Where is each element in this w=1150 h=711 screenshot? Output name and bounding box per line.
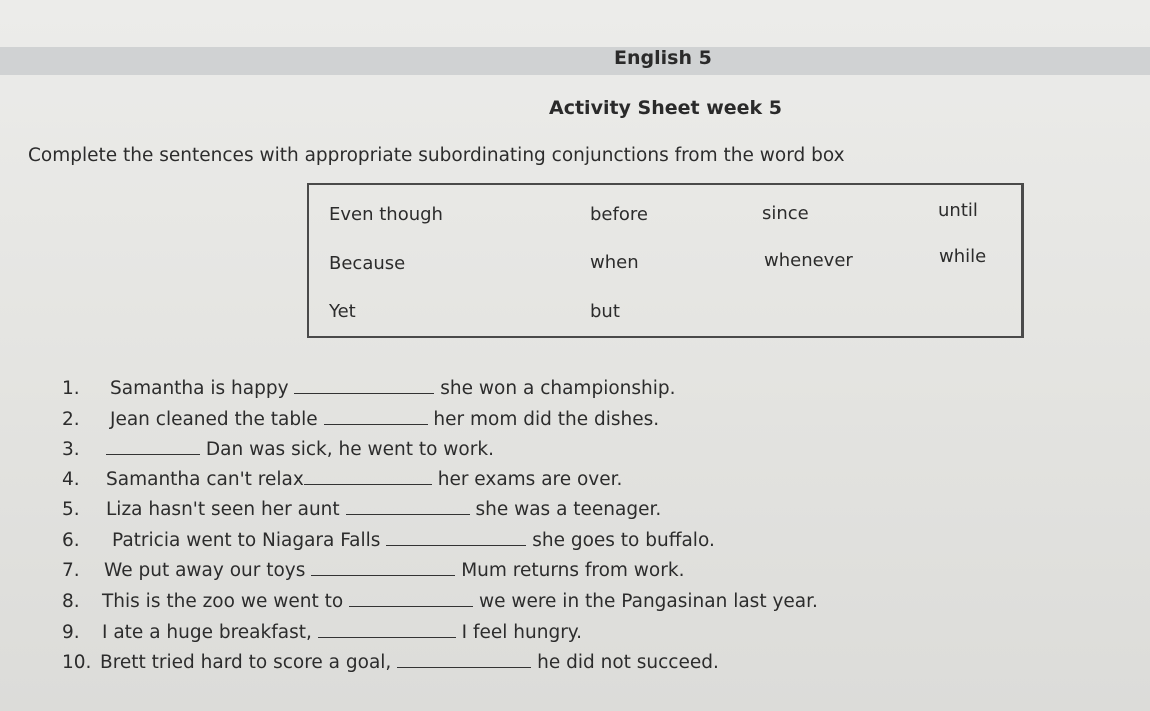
question-stem: I ate a huge breakfast, xyxy=(102,622,312,643)
question-stem: Samantha is happy xyxy=(110,378,289,399)
question-number: 2. xyxy=(62,409,80,430)
question-number: 1. xyxy=(62,378,80,399)
question-7 xyxy=(62,559,684,581)
word-because: Because xyxy=(329,253,406,274)
word-whenever: whenever xyxy=(764,250,853,271)
word-even-though: Even though xyxy=(329,204,443,225)
word-but: but xyxy=(590,301,620,322)
question-number: 7. xyxy=(62,560,80,581)
answer-blank[interactable] xyxy=(324,408,428,425)
question-2 xyxy=(62,408,659,430)
answer-blank[interactable] xyxy=(304,468,432,485)
question-10 xyxy=(62,651,719,673)
question-stem: This is the zoo we went to xyxy=(102,591,344,612)
question-ending: Mum returns from work. xyxy=(461,560,685,581)
question-stem: Samantha can't relax xyxy=(106,469,304,490)
question-9 xyxy=(62,621,582,643)
question-number: 9. xyxy=(62,622,80,643)
question-ending: we were in the Pangasinan last year. xyxy=(478,591,818,612)
question-ending: she won a championship. xyxy=(440,378,676,399)
question-4 xyxy=(62,468,622,490)
question-6 xyxy=(62,529,715,551)
word-box xyxy=(307,183,1024,338)
question-stem: We put away our toys xyxy=(104,560,306,581)
question-ending: she was a teenager. xyxy=(475,499,662,520)
question-ending: Dan was sick, he went to work. xyxy=(205,439,494,460)
word-since: since xyxy=(762,203,809,224)
question-stem: Liza hasn't seen her aunt xyxy=(106,499,340,520)
question-number: 5. xyxy=(62,499,80,520)
answer-blank[interactable] xyxy=(318,621,456,638)
question-ending: her exams are over. xyxy=(437,469,623,490)
header-band xyxy=(0,47,1150,75)
question-number: 3. xyxy=(62,439,80,460)
question-ending: her mom did the dishes. xyxy=(433,409,660,430)
question-stem: Patricia went to Niagara Falls xyxy=(112,530,381,551)
question-number: 8. xyxy=(62,591,80,612)
question-8 xyxy=(62,590,818,612)
answer-blank[interactable] xyxy=(386,529,526,546)
word-while: while xyxy=(939,246,987,267)
question-ending: I feel hungry. xyxy=(461,622,582,643)
question-number: 4. xyxy=(62,469,80,490)
subject-title: English 5 xyxy=(614,47,712,69)
question-ending: he did not succeed. xyxy=(537,652,719,673)
word-when: when xyxy=(590,252,639,273)
activity-title: Activity Sheet week 5 xyxy=(549,97,783,119)
answer-blank[interactable] xyxy=(397,651,531,668)
instructions: Complete the sentences with appropriate subordinating conjunctions from the word box xyxy=(28,145,845,166)
question-number: 10. xyxy=(62,652,92,673)
question-number: 6. xyxy=(62,530,80,551)
question-1 xyxy=(62,377,676,399)
question-ending: she goes to buffalo. xyxy=(532,530,715,551)
question-3 xyxy=(62,438,494,460)
word-before: before xyxy=(590,204,648,225)
answer-blank[interactable] xyxy=(294,377,434,394)
question-5 xyxy=(62,498,661,520)
answer-blank[interactable] xyxy=(349,590,473,607)
answer-blank[interactable] xyxy=(346,498,470,515)
word-yet: Yet xyxy=(329,301,356,322)
answer-blank[interactable] xyxy=(106,438,200,455)
question-stem: Jean cleaned the table xyxy=(110,409,318,430)
answer-blank[interactable] xyxy=(311,559,455,576)
word-until: until xyxy=(938,200,978,221)
question-stem: Brett tried hard to score a goal, xyxy=(100,652,392,673)
